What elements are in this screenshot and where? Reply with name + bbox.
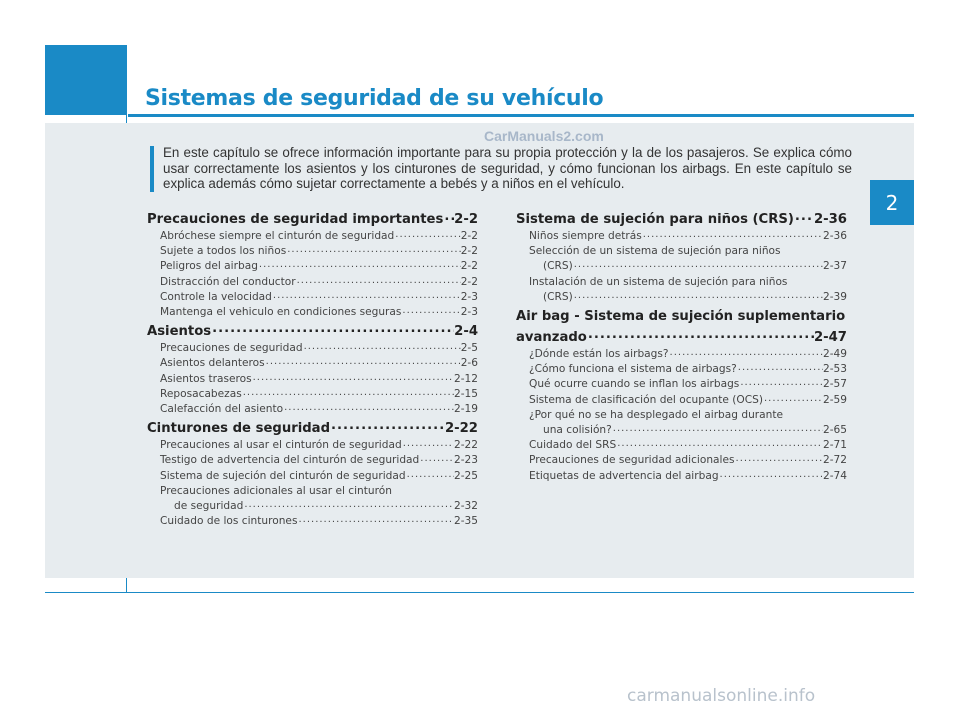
- toc-section-entry[interactable]: [147, 420, 478, 438]
- toc-subsection-entry[interactable]: [147, 438, 478, 453]
- toc-dot-leader: [283, 402, 454, 417]
- toc-entry-title: de seguridad: [174, 500, 244, 513]
- toc-page-number: 2-74: [822, 469, 847, 482]
- toc-subsection-entry[interactable]: [147, 244, 478, 259]
- toc-entry-title: Niños siempre detrás: [529, 230, 642, 242]
- toc-dot-leader: [303, 341, 461, 356]
- toc-page-number: 2-2: [460, 260, 478, 273]
- toc-subsection-entry[interactable]: [147, 290, 478, 305]
- toc-dot-leader: [739, 377, 823, 392]
- toc-subsection-entry[interactable]: [147, 229, 478, 244]
- toc-dot-leader: [401, 305, 460, 320]
- toc-subsection-continuation[interactable]: [147, 499, 478, 514]
- bottom-rule: [45, 592, 914, 593]
- toc-section-entry[interactable]: [516, 211, 847, 229]
- toc-entry-title: Asientos traseros: [160, 372, 252, 385]
- toc-entry-title: Peligros del airbag: [160, 260, 258, 273]
- toc-subsection-entry[interactable]: [147, 514, 478, 529]
- toc-entry-title: ¿Dónde están los airbags?: [529, 348, 669, 361]
- toc-dot-leader: [242, 387, 454, 402]
- toc-dot-leader: [573, 259, 823, 274]
- toc-dot-leader: [642, 229, 823, 244]
- toc-page-number: 2-15: [453, 387, 478, 400]
- toc-dot-leader: [573, 290, 823, 305]
- toc-dot-leader: [286, 244, 460, 259]
- toc-dot-leader: [443, 211, 454, 229]
- footer-watermark: carmanualsonline.info: [627, 686, 816, 706]
- toc-entry-title: Sistema de sujeción para niños (CRS): [516, 212, 794, 227]
- toc-entry-title: Precauciones de seguridad: [160, 342, 303, 355]
- title-underline: [128, 114, 914, 117]
- toc-page-number: 2-37: [822, 260, 847, 273]
- chapter-tab[interactable]: 2: [870, 180, 914, 225]
- toc-subsection-entry[interactable]: [516, 438, 847, 453]
- toc-section-entry[interactable]: [516, 329, 847, 347]
- toc-page-number: 2-2: [460, 230, 478, 242]
- toc-dot-leader: [616, 438, 823, 453]
- toc-subsection-entry[interactable]: [516, 275, 847, 290]
- toc-entry-title: Air bag - Sistema de sujeción suplementario: [516, 309, 846, 325]
- toc-dot-leader: [735, 453, 823, 468]
- toc-subsection-entry[interactable]: [516, 453, 847, 468]
- toc-subsection-continuation[interactable]: [516, 290, 847, 305]
- toc-subsection-entry[interactable]: [147, 275, 478, 290]
- toc-dot-leader: [406, 469, 454, 484]
- toc-entry-title: ¿Cómo funciona el sistema de airbags?: [529, 363, 737, 376]
- toc-dot-leader: [330, 420, 445, 438]
- toc-entry-title: Precauciones adicionales al usar el cinturón: [160, 484, 392, 497]
- toc-page-number: 2-39: [822, 290, 847, 303]
- toc-entry-title: (CRS): [543, 260, 573, 273]
- toc-page-number: 2-71: [822, 439, 847, 452]
- toc-left-column: [147, 211, 478, 529]
- toc-dot-leader: [794, 211, 814, 229]
- toc-subsection-entry[interactable]: [147, 453, 478, 468]
- toc-subsection-entry[interactable]: [516, 408, 847, 423]
- toc-entry-title: Asientos delanteros: [160, 357, 265, 370]
- toc-entry-title: Sujete a todos los niños: [160, 245, 287, 258]
- toc-dot-leader: [258, 259, 461, 274]
- toc-entry-title: Testigo de advertencia del cinturón de seguridad: [160, 454, 420, 467]
- toc-subsection-entry[interactable]: [147, 469, 478, 484]
- toc-entry-title: Calefacción del asiento: [160, 403, 284, 416]
- toc-entry-title: Controle la velocidad: [160, 290, 272, 303]
- toc-subsection-entry[interactable]: [147, 341, 478, 356]
- toc-subsection-entry[interactable]: [516, 469, 847, 484]
- toc-entry-title: Selección de un sistema de sujeción para niños: [529, 245, 781, 258]
- toc-page-number: 2-2: [460, 245, 478, 258]
- toc-page-number: 2-36: [822, 230, 847, 242]
- toc-dot-leader: [612, 423, 823, 438]
- toc-page-number: 2-49: [822, 348, 847, 361]
- toc-page-number: 2-12: [453, 372, 478, 385]
- toc-page-number: 2-19: [453, 403, 478, 416]
- toc-entry-title: Qué ocurre cuando se inflan los airbags: [529, 378, 740, 391]
- toc-entry-title: una colisión?: [543, 424, 612, 437]
- toc-subsection-entry[interactable]: [516, 393, 847, 408]
- toc-page-number: 2-57: [822, 378, 847, 391]
- watermark: CarManuals2.com: [484, 128, 604, 144]
- toc-subsection-entry[interactable]: [516, 244, 847, 259]
- toc-entry-title: Cuidado de los cinturones: [160, 515, 298, 528]
- toc-entry-title: Etiquetas de advertencia del airbag: [529, 469, 719, 482]
- toc-page-number: 2-25: [453, 469, 478, 482]
- page-title: Sistemas de seguridad de su vehículo: [145, 86, 604, 111]
- toc-page-number: 2-35: [453, 515, 478, 528]
- toc-dot-leader: [243, 499, 454, 514]
- toc-dot-leader: [297, 514, 453, 529]
- toc-subsection-continuation[interactable]: [516, 259, 847, 274]
- toc-entry-title: ¿Por qué no se ha desplegado el airbag durante: [529, 408, 784, 421]
- toc-dot-leader: [763, 393, 823, 408]
- toc-page-number: 2-5: [460, 342, 478, 355]
- toc-entry-title: Abróchese siempre el cinturón de seguridad: [160, 230, 395, 242]
- toc-entry-title: Cuidado del SRS: [529, 439, 617, 452]
- toc-subsection-entry[interactable]: [147, 387, 478, 402]
- toc-entry-title: Distracción del conductor: [160, 275, 296, 288]
- toc-page-number: 2-53: [822, 363, 847, 376]
- toc-subsection-entry[interactable]: [516, 347, 847, 362]
- toc-page-number: 2-59: [822, 393, 847, 406]
- toc-page-number: 2-6: [460, 357, 478, 370]
- toc-entry-title: Precauciones de seguridad importantes: [147, 212, 444, 227]
- intro-accent-bar: [150, 146, 154, 192]
- toc-entry-title: Asientos: [147, 324, 212, 340]
- toc-dot-leader: [265, 356, 461, 371]
- toc-entry-title: Precauciones al usar el cinturón de seguridad: [160, 439, 402, 452]
- toc-subsection-entry[interactable]: [147, 356, 478, 371]
- toc-entry-title: avanzado: [516, 330, 587, 346]
- toc-page-number: 2-3: [460, 306, 478, 319]
- toc-page-number: 2-72: [822, 454, 847, 467]
- toc-dot-leader: [587, 329, 814, 347]
- toc-page-number: 2-22: [444, 421, 478, 437]
- toc-page-number: 2-23: [453, 454, 478, 467]
- toc-page-number: 2-65: [822, 424, 847, 437]
- toc-dot-leader: [296, 275, 461, 290]
- toc-entry-title: Sistema de clasificación del ocupante (OCS): [529, 393, 763, 406]
- toc-entry-title: Precauciones de seguridad adicionales: [529, 454, 735, 467]
- toc-dot-leader: [419, 453, 454, 468]
- toc-section-entry[interactable]: [147, 323, 478, 341]
- toc-subsection-entry[interactable]: [147, 305, 478, 320]
- intro-text: En este capítulo se ofrece información importante para su propia protección y la de los pasajeros. Se explica cómo usar correctamente los asientos y los cinturones de seguridad, y cómo funcionan los airbags. En este capítulo se explica además cómo sujetar correctamente a bebés y a niños en el vehículo.: [163, 145, 852, 191]
- chapter-color-block: [45, 45, 127, 115]
- toc-subsection-entry[interactable]: [147, 259, 478, 274]
- toc-dot-leader: [272, 290, 461, 305]
- toc-entry-title: Cinturones de seguridad: [147, 421, 331, 437]
- toc-page-number: 2-4: [454, 324, 478, 340]
- toc-subsection-continuation[interactable]: [516, 423, 847, 438]
- toc-page-number: 2-2: [454, 212, 478, 227]
- toc-section-entry[interactable]: [516, 308, 847, 326]
- toc-entry-title: Mantenga el vehiculo en condiciones seguras: [160, 306, 402, 319]
- toc-dot-leader: [394, 229, 460, 244]
- toc-subsection-entry[interactable]: [516, 362, 847, 377]
- toc-dot-leader: [252, 372, 454, 387]
- toc-page-number: 2-32: [453, 500, 478, 513]
- toc-entry-title: Reposacabezas: [160, 387, 242, 400]
- toc-page-number: 2-36: [813, 212, 847, 227]
- toc-subsection-entry[interactable]: [516, 377, 847, 392]
- toc-page-number: 2-22: [453, 439, 478, 452]
- toc-dot-leader: [402, 438, 454, 453]
- toc-subsection-entry[interactable]: [147, 402, 478, 417]
- toc-page-number: 2-2: [460, 275, 478, 288]
- toc-subsection-entry[interactable]: [516, 229, 847, 244]
- toc-dot-leader: [719, 469, 823, 484]
- toc-section-entry[interactable]: [147, 211, 478, 229]
- toc-dot-leader: [669, 347, 823, 362]
- toc-right-column: [516, 211, 847, 484]
- toc-entry-title: (CRS): [543, 290, 573, 303]
- toc-entry-title: Instalación de un sistema de sujeción para niños: [529, 275, 788, 288]
- toc-entry-title: Sistema de sujeción del cinturón de seguridad: [160, 469, 406, 482]
- toc-page-number: 2-47: [813, 330, 847, 346]
- toc-dot-leader: [737, 362, 823, 377]
- toc-subsection-entry[interactable]: [147, 484, 478, 499]
- toc-subsection-entry[interactable]: [147, 372, 478, 387]
- toc-dot-leader: [211, 323, 454, 341]
- toc-page-number: 2-3: [460, 290, 478, 303]
